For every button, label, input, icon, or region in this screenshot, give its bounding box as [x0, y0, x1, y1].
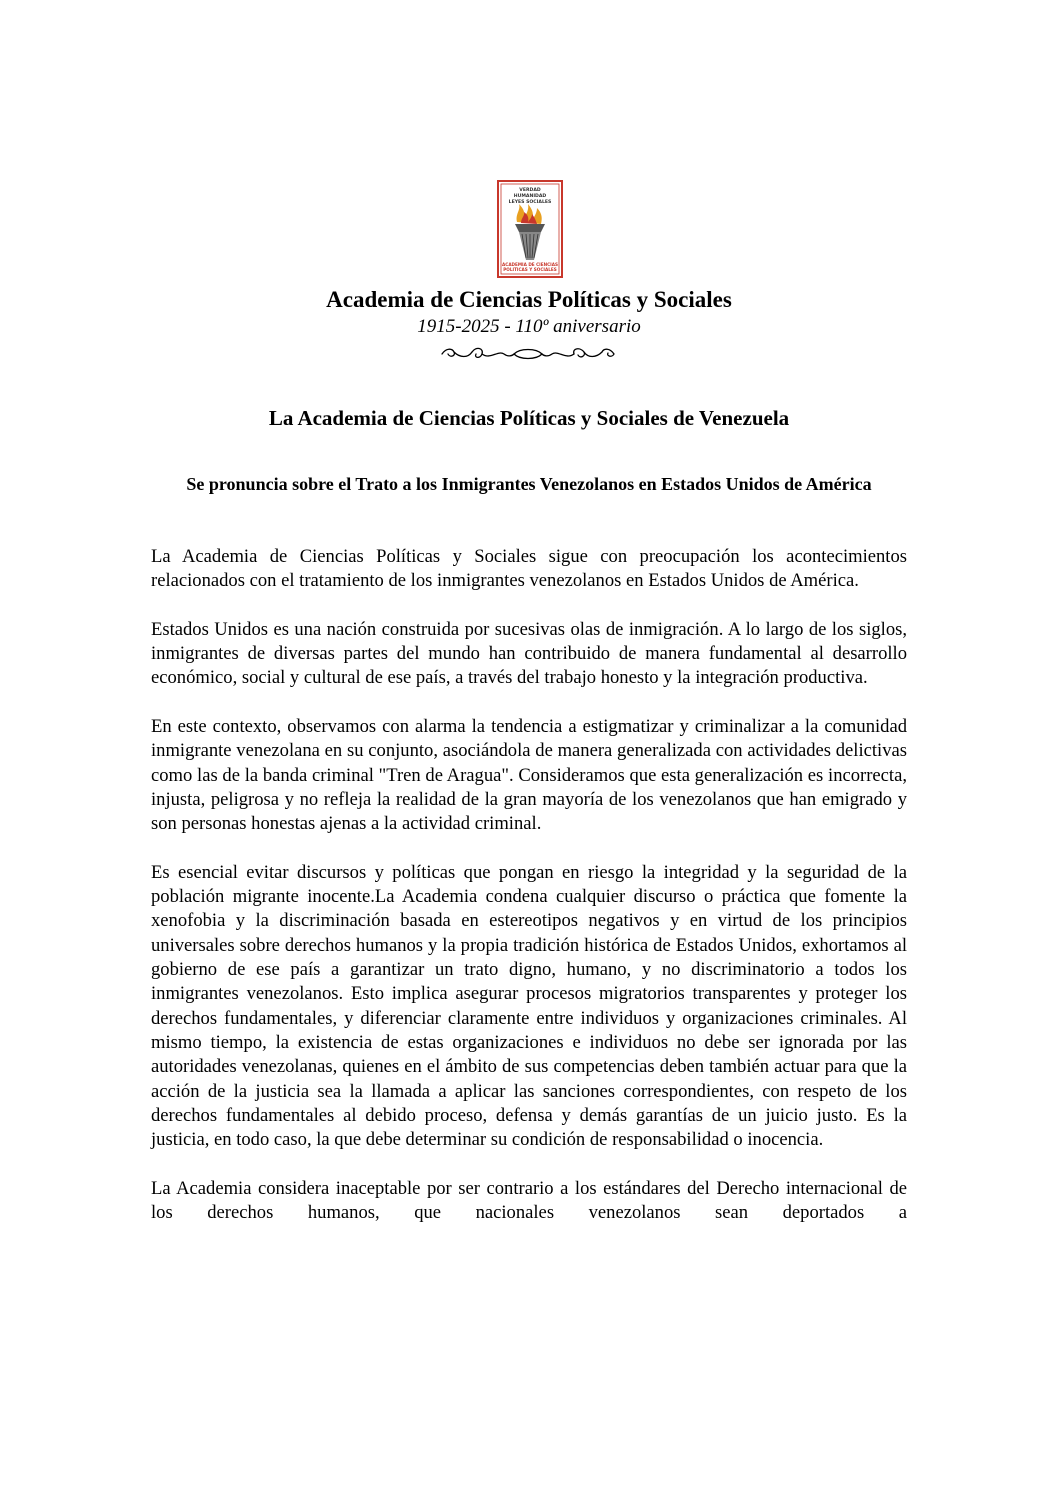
academy-logo-icon: [497, 180, 563, 278]
anniversary-line: 1915-2025 - 110º aniversario: [417, 316, 641, 337]
paragraph: En este contexto, observamos con alarma la tendencia a estigmatizar y criminalizar a la comunidad inmigrante venezolana en su conjunto, asociándola de manera generalizada con actividades delictivas como las de la banda criminal "Tren de Aragua". Consideramos que esta generalización es incorrecta, injusta, peligrosa y no refleja la realidad de la gran mayoría de los venezolanos que han emigrado y son personas honestas ajenas a la actividad criminal.: [151, 716, 907, 835]
document-subtitle: Se pronuncia sobre el Trato a los Inmigrantes Venezolanos en Estados Unidos de América: [186, 474, 872, 494]
paragraph: La Academia considera inaceptable por ser contrario a los estándares del Derecho internacional de los derechos humanos, que nacionales venezolanos sean deportados a: [151, 1177, 907, 1224]
svg-text:ACADEMIA DE CIENCIAS: ACADEMIA DE CIENCIAS: [502, 262, 558, 267]
paragraph: Estados Unidos es una nación construida por sucesivas olas de inmigración. A lo largo de los siglos, inmigrantes de diversas partes del mundo han contribuido de manera fundamental al desarrollo económico, social y cultural de ese país, a través del trabajo honesto y la integración productiva.: [151, 618, 907, 689]
paragraph: Es esencial evitar discursos y políticas que pongan en riesgo la integridad y la seguridad de la población migrante inocente.La Academia condena cualquier discurso o práctica que fomente la xenofobia y la discriminación basada en estereotipos negativos y en virtud de los principios universales sobre derechos humanos y la propia tradición histórica de Estados Unidos, exhortamos al gobierno de ese país a garantizar un trato digno, humano, y no discriminatorio a todos los inmigrantes venezolanos. Esto implica asegurar procesos migratorios transparentes y proteger los derechos fundamentales, y diferenciar claramente entre individuos y organizaciones criminales. Al mismo tiempo, la existencia de estas organizaciones e individuos no debe ser ignorada por las autoridades venezolanas, quienes en el ámbito de sus competencias deben también actuar para que la acción de la justicia sea la llamada a aplicar las sanciones correspondientes, con respeto de los derechos fundamentales al debido proceso, defensa y demás garantías de un juicio justo. Es la justicia, en todo caso, la que debe determinar su condición de responsabilidad o inocencia.: [151, 861, 907, 1151]
svg-text:VERDAD: VERDAD: [519, 188, 541, 193]
document-body: [151, 545, 907, 1250]
institution-name: Academia de Ciencias Políticas y Sociales: [326, 287, 732, 312]
svg-text:LEYES SOCIALES: LEYES SOCIALES: [508, 200, 552, 205]
svg-text:POLITICAS Y SOCIALES: POLITICAS Y SOCIALES: [503, 267, 557, 272]
document-title: La Academia de Ciencias Políticas y Sociales de Venezuela: [268, 406, 790, 430]
paragraph: La Academia de Ciencias Políticas y Sociales sigue con preocupación los acontecimientos relacionados con el tratamiento de los inmigrantes venezolanos en Estados Unidos de América.: [151, 546, 907, 592]
svg-text:HUMANIDAD: HUMANIDAD: [513, 194, 547, 199]
ornament-flourish-icon: [438, 342, 618, 366]
